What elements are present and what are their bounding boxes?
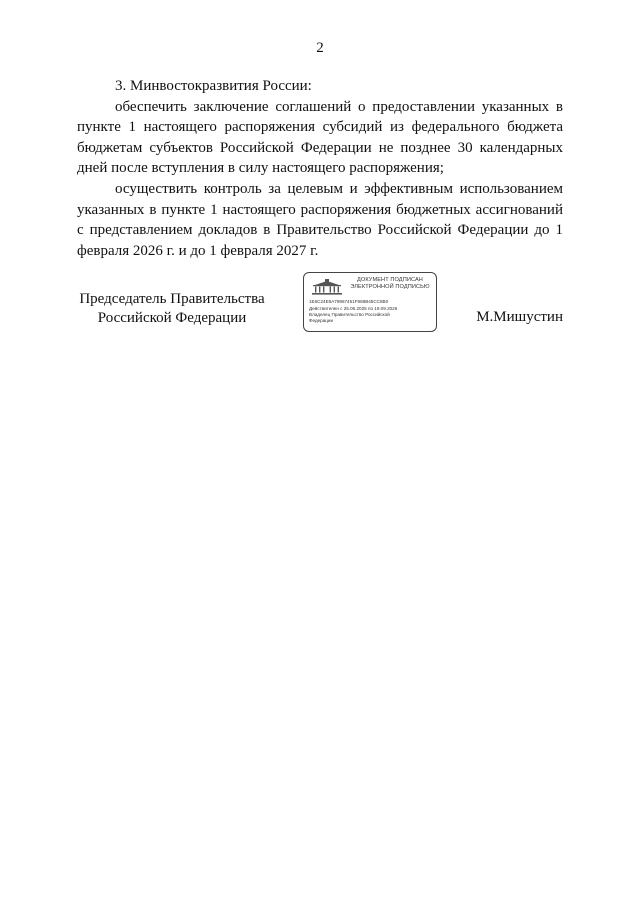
paragraph-heading: 3. Минвостокразвития России: (115, 78, 312, 94)
government-building-icon (309, 278, 345, 296)
stamp-owner-line2: Федерации (309, 318, 334, 323)
electronic-signature-stamp (303, 272, 437, 332)
signatory-position-line2: Российской Федерации (97, 310, 247, 326)
signatory-name: М.Мишустин (476, 309, 563, 325)
stamp-owner-line1: Владелец Правительство Российской (309, 312, 390, 317)
stamp-validity: Действителен с 25.06.2025 по 19.09.2026 (309, 306, 398, 311)
stamp-title (346, 277, 434, 291)
signatory-position-line1: Председатель Правительства (79, 291, 265, 307)
signatory-position (77, 290, 267, 328)
paragraph-control: осуществить контроль за целевым и эффективным использованием указанных в пункте 1 настоящего распоряжения бюджетных ассигнований с представлением докладов в Правительство Российской Федерации до 1 февраля 2026 г. и до 1 февраля 2027 г. (77, 180, 563, 259)
stamp-certificate: 1E6C24E6A79967451F968B45CC8B0 (309, 299, 389, 304)
document-body (77, 76, 563, 261)
page-number: 2 (316, 40, 324, 56)
paragraph-agreements: обеспечить заключение соглашений о предоставлении указанных в пункте 1 настоящего распоряжения субсидий из федерального бюджета бюджетам субъектов Российской Федерации не позднее 30 календарных дней после вступления в силу настоящего распоряжения; (77, 98, 563, 177)
stamp-title-line1: ДОКУМЕНТ ПОДПИСАН (357, 277, 423, 283)
stamp-title-line2: ЭЛЕКТРОННОЙ ПОДПИСЬЮ (350, 284, 430, 290)
